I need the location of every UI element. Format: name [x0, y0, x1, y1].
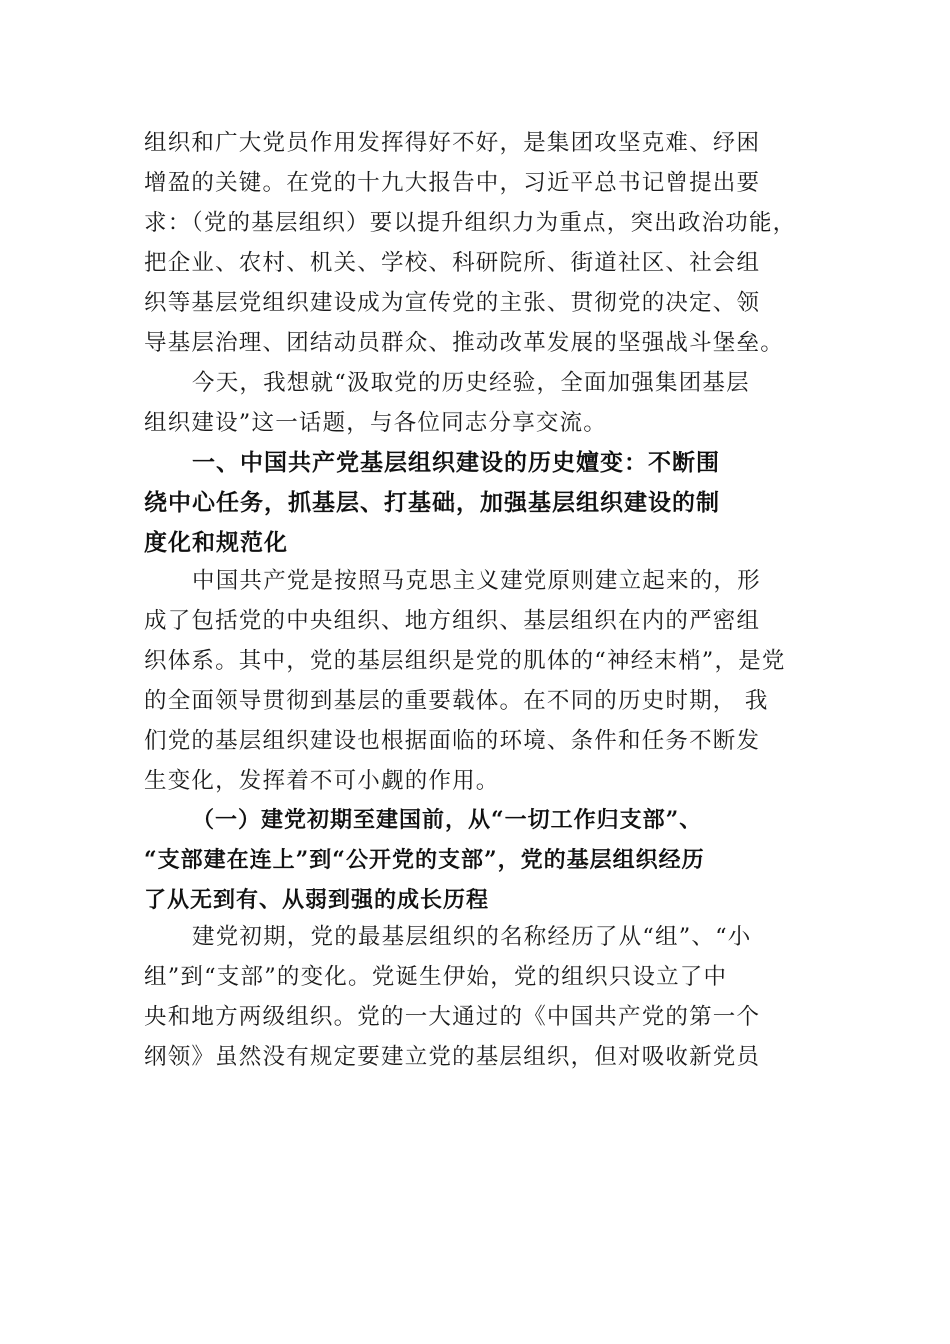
text-line: 组”到“支部”的变化。党诞生伊始，党的组织只设立了中 [144, 964, 728, 990]
subheading-line: 了从无到有、从弱到强的成长历程 [144, 887, 490, 913]
text-line: 组织和广大党员作用发挥得好不好，是集团攻坚克难、纾困 [144, 130, 761, 156]
text-line: 建党初期，党的最基层组织的名称经历了从“组”、“小 [192, 924, 752, 950]
text-line: 的全面领导贯彻到基层的重要载体。在不同的历史时期， 我 [144, 688, 769, 714]
paragraph-early [144, 917, 844, 1077]
text-line: 织等基层党组织建设成为宣传党的主张、贯彻党的决定、领 [144, 290, 761, 316]
section-heading-1 [144, 443, 844, 563]
paragraph-today [144, 363, 844, 443]
text-line: 央和地方两级组织。党的一大通过的《中国共产党的第一个 [144, 1004, 761, 1030]
subheading-line: “支部建在连上”到“公开党的支部”，党的基层组织经历 [144, 847, 705, 873]
text-line: 织体系。其中，党的基层组织是党的肌体的“神经末梢”，是党 [144, 648, 786, 674]
heading-line: 度化和规范化 [144, 530, 288, 556]
text-line: 成了包括党的中央组织、地方组织、基层组织在内的严密组 [144, 608, 761, 634]
subheading-line: （一）建党初期至建国前，从“一切工作归支部”、 [192, 807, 703, 833]
text-line: 导基层治理、团结动员群众、推动改革发展的坚强战斗堡垒。 [144, 330, 784, 356]
text-line: 增盈的关键。在党的十九大报告中，习近平总书记曾提出要 [144, 170, 761, 196]
text-line: 们党的基层组织建设也根据面临的环境、条件和任务不断发 [144, 728, 761, 754]
paragraph-history [144, 561, 844, 801]
text-line: 生变化，发挥着不可小觑的作用。 [144, 768, 500, 794]
text-line: 把企业、农村、机关、学校、科研院所、街道社区、社会组 [144, 250, 761, 276]
text-line: 今天，我想就“汲取党的历史经验，全面加强集团基层 [192, 370, 750, 396]
subsection-heading-1 [144, 800, 844, 920]
text-line: 中国共产党是按照马克思主义建党原则建立起来的，形 [192, 568, 761, 594]
paragraph-intro [144, 123, 844, 363]
heading-line: 一、中国共产党基层组织建设的历史嬗变：不断围 [192, 450, 720, 476]
text-line: 纲领》虽然没有规定要建立党的基层组织，但对吸收新党员 [144, 1044, 761, 1070]
text-line: 组织建设”这一话题，与各位同志分享交流。 [144, 410, 608, 436]
text-line: 求：（党的基层组织）要以提升组织力为重点，突出政治功能， [144, 210, 797, 236]
heading-line: 绕中心任务，抓基层、打基础，加强基层组织建设的制 [144, 490, 720, 516]
